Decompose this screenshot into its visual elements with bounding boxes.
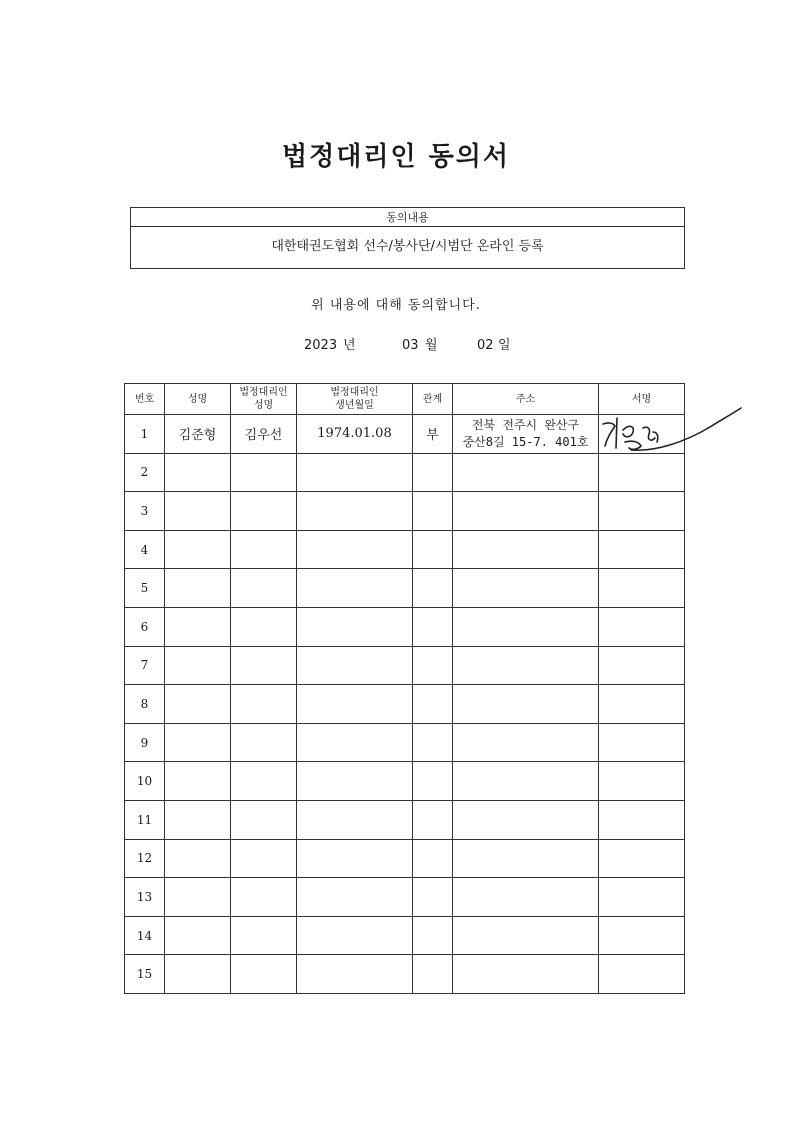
row-guardian-name: 김우선 (231, 415, 297, 454)
row-guardian-birth (297, 569, 413, 608)
date-year: 2023 (304, 338, 338, 353)
row-relation: 부 (413, 415, 453, 454)
table-row (125, 492, 685, 531)
row-relation (413, 839, 453, 878)
row-guardian-name (231, 492, 297, 531)
header-relation: 관계 (413, 384, 453, 415)
row-address (453, 569, 599, 608)
row-guardian-birth (297, 839, 413, 878)
row-signature (599, 530, 685, 569)
row-no: 13 (125, 878, 165, 917)
row-signature (599, 762, 685, 801)
header-guardian-name-line2: 성명 (253, 400, 274, 411)
row-guardian-name (231, 839, 297, 878)
row-guardian-name (231, 955, 297, 994)
table-row (125, 685, 685, 724)
row-address (453, 800, 599, 839)
header-guardian-birth (297, 384, 413, 415)
row-name (165, 685, 231, 724)
row-relation (413, 530, 453, 569)
row-address (453, 878, 599, 917)
date-month-unit: 월 (425, 338, 438, 353)
row-guardian-name (231, 916, 297, 955)
row-relation (413, 569, 453, 608)
table-row (125, 762, 685, 801)
row-no: 9 (125, 723, 165, 762)
agree-statement: 위 내용에 대해 동의합니다. (311, 298, 481, 313)
row-signature (599, 723, 685, 762)
row-address (453, 762, 599, 801)
row-name (165, 800, 231, 839)
row-address-line2: 중산8길 15-7. 401호 (462, 434, 589, 449)
row-relation (413, 916, 453, 955)
row-guardian-name (231, 878, 297, 917)
row-guardian-birth (297, 685, 413, 724)
row-relation (413, 453, 453, 492)
row-no: 14 (125, 916, 165, 955)
row-name (165, 607, 231, 646)
row-guardian-name (231, 685, 297, 724)
row-no: 6 (125, 607, 165, 646)
header-signature: 서명 (599, 384, 685, 415)
row-address (453, 685, 599, 724)
row-guardian-birth (297, 607, 413, 646)
row-signature (599, 800, 685, 839)
document-title: 법정대리인 동의서 (282, 142, 510, 172)
row-relation (413, 723, 453, 762)
row-guardian-name (231, 607, 297, 646)
row-relation (413, 607, 453, 646)
row-address (453, 530, 599, 569)
row-signature (599, 878, 685, 917)
row-address (453, 723, 599, 762)
row-relation (413, 800, 453, 839)
table-row (125, 569, 685, 608)
table-row (125, 607, 685, 646)
row-guardian-birth (297, 453, 413, 492)
table-row (125, 530, 685, 569)
row-address (453, 955, 599, 994)
row-address (453, 453, 599, 492)
date-row (0, 337, 792, 355)
table-row (125, 839, 685, 878)
row-address (453, 415, 599, 454)
table-row (125, 955, 685, 994)
row-signature (599, 955, 685, 994)
header-name: 성명 (165, 384, 231, 415)
row-guardian-name (231, 762, 297, 801)
header-guardian-name (231, 384, 297, 415)
date-day-unit: 일 (498, 338, 511, 353)
row-signature (599, 839, 685, 878)
row-guardian-name (231, 800, 297, 839)
row-guardian-birth (297, 723, 413, 762)
header-guardian-birth-line2: 생년월일 (335, 400, 374, 411)
row-name (165, 530, 231, 569)
row-name (165, 762, 231, 801)
row-no: 1 (125, 415, 165, 454)
row-relation (413, 762, 453, 801)
row-guardian-birth (297, 800, 413, 839)
row-relation (413, 685, 453, 724)
row-signature (599, 916, 685, 955)
row-guardian-birth (297, 492, 413, 531)
row-address (453, 492, 599, 531)
row-name: 김준형 (165, 415, 231, 454)
row-name (165, 453, 231, 492)
consent-content-box (130, 207, 685, 269)
row-guardian-birth (297, 955, 413, 994)
row-no: 11 (125, 800, 165, 839)
row-guardian-birth (297, 762, 413, 801)
row-guardian-name (231, 646, 297, 685)
date-day: 02 (477, 338, 494, 353)
row-signature (599, 685, 685, 724)
row-name (165, 646, 231, 685)
row-address (453, 916, 599, 955)
row-no: 3 (125, 492, 165, 531)
row-address (453, 646, 599, 685)
row-guardian-birth: 1974.01.08 (297, 415, 413, 454)
header-address: 주소 (453, 384, 599, 415)
header-no: 번호 (125, 384, 165, 415)
date-year-unit: 년 (343, 338, 356, 353)
row-name (165, 723, 231, 762)
row-no: 10 (125, 762, 165, 801)
guardian-registration-table (124, 383, 685, 994)
row-no: 5 (125, 569, 165, 608)
header-guardian-name-line1: 법정대리인 (239, 387, 288, 398)
table-row (125, 646, 685, 685)
row-name (165, 878, 231, 917)
row-signature (599, 646, 685, 685)
row-no: 7 (125, 646, 165, 685)
consent-content: 대한태권도협회 선수/봉사단/시범단 온라인 등록 (271, 239, 544, 254)
row-guardian-name (231, 723, 297, 762)
row-guardian-birth (297, 916, 413, 955)
table-body (125, 415, 685, 994)
row-name (165, 916, 231, 955)
row-guardian-birth (297, 530, 413, 569)
row-no: 8 (125, 685, 165, 724)
row-signature (599, 492, 685, 531)
row-guardian-name (231, 453, 297, 492)
table-row (125, 916, 685, 955)
row-address (453, 607, 599, 646)
row-guardian-name (231, 530, 297, 569)
consent-header: 동의내용 (131, 210, 684, 227)
row-name (165, 955, 231, 994)
row-relation (413, 878, 453, 917)
row-no: 12 (125, 839, 165, 878)
row-signature (599, 607, 685, 646)
row-signature (599, 569, 685, 608)
row-relation (413, 492, 453, 531)
row-guardian-birth (297, 646, 413, 685)
row-address-line1: 전북 전주시 완산구 (471, 417, 580, 432)
header-guardian-birth-line1: 법정대리인 (330, 387, 379, 398)
row-name (165, 569, 231, 608)
table-row (125, 878, 685, 917)
row-no: 2 (125, 453, 165, 492)
table-row (125, 800, 685, 839)
row-relation (413, 646, 453, 685)
handwritten-signature (595, 402, 745, 462)
table-row (125, 723, 685, 762)
row-guardian-birth (297, 878, 413, 917)
date-month: 03 (402, 338, 419, 353)
row-guardian-name (231, 569, 297, 608)
row-name (165, 492, 231, 531)
row-relation (413, 955, 453, 994)
row-name (165, 839, 231, 878)
row-no: 4 (125, 530, 165, 569)
row-address (453, 839, 599, 878)
row-no: 15 (125, 955, 165, 994)
